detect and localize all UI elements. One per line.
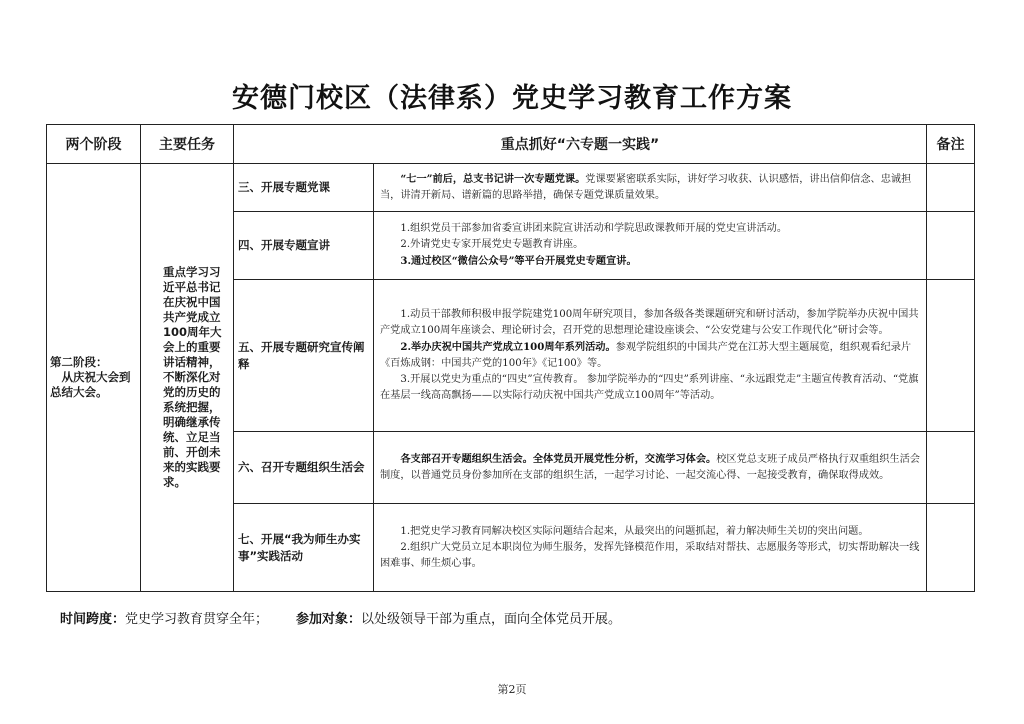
table-header-row <box>47 125 975 164</box>
detail-text: 党课要紧密联系实际，讲好学习收获、认识感悟，讲出信仰信念、忠诚担当，讲清开新局、谱新篇的思路举措，确保专题党课质量效果。 <box>380 174 912 201</box>
note-cell <box>927 432 975 504</box>
participants-value: 以处级领导干部为重点，面向全体党员开展。 <box>361 612 622 627</box>
topic-cell: 四、开展专题宣讲 <box>234 212 374 280</box>
time-span-label: 时间跨度： <box>60 612 126 627</box>
footer-note <box>60 608 621 627</box>
topic-cell: 六、召开专题组织生活会 <box>234 432 374 504</box>
header-task: 主要任务 <box>141 125 234 164</box>
detail-cell <box>374 504 927 592</box>
header-focus: 重点抓好“六专题一实践” <box>234 125 927 164</box>
detail-item: 3.通过校区“微信公众号”等平台开展党史专题宣讲。 <box>400 255 637 267</box>
note-cell <box>927 504 975 592</box>
header-note: 备注 <box>927 125 975 164</box>
detail-bold: 各支部召开专题组织生活会。全体党员开展党性分析，交流学习体会。 <box>400 453 717 465</box>
detail-item: 3.开展以党史为重点的“四史”宣传教育。 参加学院举办的“四史”系列讲座、“永远跟党走”主题宣传教育活动、“党旗在基层一线高高飘扬——以实际行动庆祝中国共产党成立100周年”等活动。 <box>380 374 919 401</box>
detail-cell <box>374 164 927 212</box>
detail-item: 1.把党史学习教育同解决校区实际问题结合起来，从最突出的问题抓起，着力解决师生关切的突出问题。 <box>400 525 869 537</box>
detail-item: 2.组织广大党员立足本职岗位为师生服务，发挥先锋模范作用，采取结对帮扶、志愿服务等形式，切实帮助解决一线困难事、师生烦心事。 <box>380 541 920 569</box>
note-cell <box>927 164 975 212</box>
topic-cell: 七、开展“我为师生办实事”实践活动 <box>234 504 374 592</box>
detail-text: 校区党总支班子成员严格执行双重组织生活会制度，以普通党员身份参加所在支部的组织生活，一起学习讨论、一起交流心得、一起接受教育，确保取得成效。 <box>380 454 920 481</box>
work-plan-table <box>46 124 975 592</box>
task-text: 重点学习习近平总书记在庆祝中国共产党成立100周年大会上的重要讲话精神，不断深化对党的历史的系统把握，明确继承传统、立足当前、开创未来的实践要求。 <box>163 265 222 489</box>
topic-cell: 三、开展专题党课 <box>234 164 374 212</box>
table-row <box>47 164 975 212</box>
detail-bold: “七一”前后，总支书记讲一次专题党课。 <box>400 173 586 185</box>
topic-cell: 五、开展专题研究宣传阐释 <box>234 280 374 432</box>
page-title: 安德门校区（法律系）党史学习教育工作方案 <box>232 83 792 114</box>
time-span-value: 党史学习教育贯穿全年； <box>125 612 269 627</box>
detail-item: 1.动员干部教师积极申报学院建党100周年研究项目，参加各级各类课题研究和研讨活动，参加学院举办庆祝中国共产党成立100周年座谈会、理论研讨会，召开党的思想理论建设座谈会、“公安党建与公安工作现代化”研讨会等。 <box>380 309 919 336</box>
detail-bold: 2.举办庆祝中国共产党成立100周年系列活动。 <box>400 341 616 353</box>
detail-cell <box>374 212 927 280</box>
note-cell <box>927 280 975 432</box>
page-number: 第2页 <box>497 683 527 696</box>
detail-cell <box>374 432 927 504</box>
detail-item: 1.组织党员干部参加省委宣讲团来院宣讲活动和学院思政课教师开展的党史宣讲活动。 <box>400 223 788 234</box>
detail-cell <box>374 280 927 432</box>
task-cell <box>141 164 234 592</box>
note-cell <box>927 212 975 280</box>
detail-item: 2.外请党史专家开展党史专题教育讲座。 <box>400 239 584 250</box>
phase-line2: 从庆祝大会到总结大会。 <box>50 370 131 399</box>
header-phase: 两个阶段 <box>47 125 141 164</box>
participants-label: 参加对象： <box>296 612 362 627</box>
phase-line1: 第二阶段： <box>50 355 108 369</box>
detail-text: 参观学院组织的中国共产党在江苏大型主题展览，组织观看纪录片《百炼成钢：中国共产党的100年》《记100》等。 <box>380 342 912 369</box>
phase-cell <box>47 164 141 592</box>
